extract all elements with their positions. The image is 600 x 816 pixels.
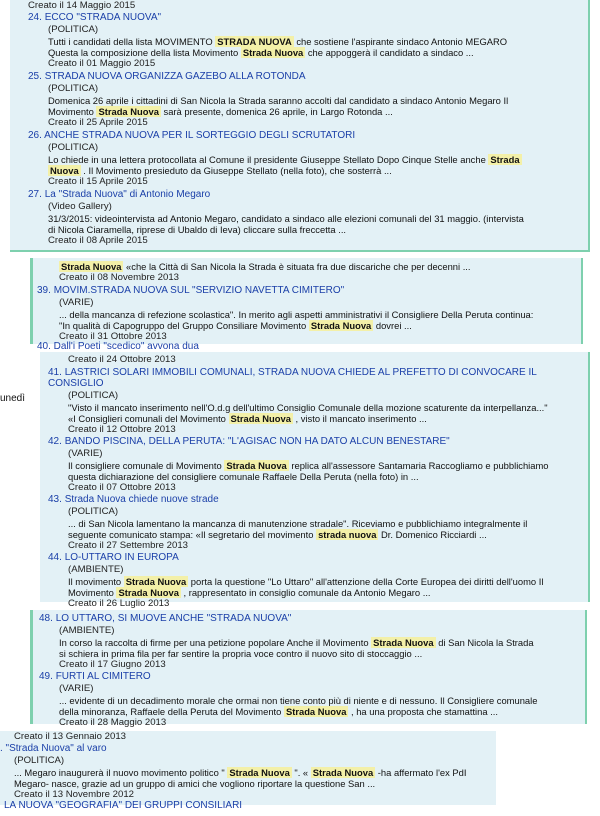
- article-excerpt: ... Megaro inaugurerà il nuovo movimento politico " Strada Nuova ". « Strada Nuova -ha affermato l'ex PdI: [14, 767, 467, 778]
- article-excerpt: di Nicola Ciaramella, riprese di Ubaldo di Ieva) cliccare sulla freccetta ...: [48, 224, 347, 235]
- article-title: BANDO PISCINA, DELLA PERUTA: "L'AGISAC NON HA DATO ALCUN BENESTARE": [64, 436, 450, 447]
- search-highlight: Strada Nuova: [312, 767, 374, 778]
- article-title: Strada Nuova chiede nuove strade: [64, 494, 219, 505]
- search-highlight: Strada Nuova: [230, 413, 291, 424]
- article-title-link[interactable]: CONSIGLIO: [48, 378, 104, 389]
- article-title-link[interactable]: [48, 494, 219, 505]
- article-excerpt: Movimento Strada Nuova sarà presente, domenica 26 aprile, in Largo Rotonda ...: [48, 106, 393, 117]
- article-title-link[interactable]: [28, 130, 355, 141]
- article-number: 44.: [48, 552, 62, 563]
- search-highlight: Strada Nuova: [242, 47, 304, 58]
- article-title: LO-UTTARO IN EUROPA: [64, 552, 179, 563]
- article-category: (VARIE): [59, 297, 94, 308]
- created-date: Creato il 28 Maggio 2013: [59, 717, 167, 728]
- created-date: Creato il 25 Aprile 2015: [48, 117, 148, 128]
- article-excerpt: Il consigliere comunale di Movimento Strada Nuova replica all'assessore Santamaria Raccogliamo e pubblichiamo: [68, 460, 549, 471]
- article-excerpt: ... evidente di un decadimento morale che ormai non tiene conto più di niente e di nessuno. Il Consigliere comunale: [59, 695, 538, 706]
- snippet-panel-3: [40, 352, 590, 609]
- article-category: (VARIE): [59, 683, 94, 694]
- article-title: MOVIM.STRADA NUOVA SUL "SERVIZIO NAVETTA CIMITERO": [53, 285, 345, 296]
- created-date: Creato il 27 Settembre 2013: [68, 540, 188, 551]
- article-excerpt: Tutti i candidati della lista MOVIMENTO STRADA NUOVA che sostiene l'aspirante sindaco Antonio MEGARO: [48, 36, 508, 47]
- article-excerpt: Strada Nuova «che la Città di San Nicola la Strada è situata fra due discariche che per decenni ...: [61, 261, 471, 272]
- search-highlight: Strada Nuova: [98, 106, 159, 117]
- article-number: 48.: [39, 613, 53, 624]
- search-highlight: Strada Nuova: [125, 576, 187, 587]
- created-date: Creato il 12 Ottobre 2013: [68, 424, 176, 435]
- article-title-link[interactable]: LA NUOVA "GEOGRAFIA" DEI GRUPPI CONSILIARI: [4, 800, 243, 811]
- article-title-link[interactable]: [39, 671, 151, 682]
- created-date: Creato il 14 Maggio 2015: [28, 0, 136, 11]
- created-date: Creato il 24 Ottobre 2013: [68, 354, 176, 365]
- snippet-panel-2: [30, 258, 583, 352]
- article-title-link[interactable]: [48, 367, 537, 378]
- article-number: 41.: [48, 367, 62, 378]
- article-excerpt: ... della mancanza di refezione scolastica". In merito agli aspetti amministrativi il Consigliere Della Peruta continua:: [59, 309, 534, 320]
- article-category: (POLITICA): [14, 755, 65, 766]
- article-category: (AMBIENTE): [68, 564, 124, 575]
- article-number: 43.: [48, 494, 62, 505]
- article-title-link[interactable]: [28, 189, 210, 200]
- article-excerpt: 31/3/2015: videointervista ad Antonio Megaro, candidato a sindaco alle elezioni comunali del 31 maggio. (intervista: [48, 213, 524, 224]
- created-date: Creato il 07 Ottobre 2013: [68, 482, 176, 493]
- calendar-weekday: unedì: [0, 393, 26, 404]
- created-date: Creato il 17 Giugno 2013: [59, 659, 166, 670]
- article-title: STRADA NUOVA ORGANIZZA GAZEBO ALLA ROTONDA: [44, 71, 306, 82]
- article-number: 25.: [28, 71, 42, 82]
- article-title-link[interactable]: [28, 71, 306, 82]
- article-category: (POLITICA): [48, 24, 99, 35]
- created-date: Creato il 26 Luglio 2013: [68, 598, 170, 609]
- search-highlight: Strada Nuova: [61, 261, 122, 272]
- article-number: 39.: [37, 285, 51, 296]
- article-excerpt: si schiera in prima fila per far sentire la propria voce contro il nuovo sito di stoccaggio ...: [59, 648, 423, 659]
- article-excerpt: Nuova . Il Movimento presieduto da Giuseppe Stellato (nella foto), che sosterrà ...: [50, 165, 392, 176]
- search-highlight: Strada Nuova: [310, 320, 372, 331]
- article-title-link[interactable]: [37, 285, 344, 296]
- article-category: (POLITICA): [48, 83, 99, 94]
- article-excerpt: Lo chiede in una lettera protocollata al Comune il presidente Giuseppe Stellato Dopo Cinque Stelle anche Strada: [48, 154, 520, 165]
- article-number: 26.: [28, 130, 42, 141]
- article-category: (POLITICA): [68, 506, 119, 517]
- article-excerpt: "Visto il mancato inserimento nell'O.d.g dell'ultimo Consiglio Comunale della mozione scaturente da interpellanza...": [68, 402, 548, 413]
- article-title-link[interactable]: [48, 552, 179, 563]
- snippet-panel-5: [0, 731, 496, 811]
- created-date: Creato il 13 Gennaio 2013: [14, 731, 127, 742]
- snippet-panel-4: [30, 610, 587, 728]
- article-excerpt: «I Consiglieri comunali del Movimento Strada Nuova , visto il mancato inserimento ...: [68, 413, 427, 424]
- created-date: Creato il 31 Ottobre 2013: [59, 331, 167, 342]
- article-category: (POLITICA): [68, 390, 119, 401]
- article-number: 49.: [39, 671, 53, 682]
- search-highlight: Strada Nuova: [229, 767, 290, 778]
- article-number: 24.: [28, 12, 42, 23]
- article-title: FURTI AL CIMITERO: [55, 671, 151, 682]
- article-excerpt: Megaro- nasce, grazie ad un gruppo di amici che vogliono riportare la questione San ...: [14, 778, 376, 789]
- article-title-link[interactable]: 40. Dall'i Poeti "scedico" avvona dua: [37, 341, 199, 352]
- article-excerpt: della minoranza, Raffaele della Peruta del Movimento Strada Nuova , ha una proposta che stamattina ...: [59, 706, 498, 717]
- article-title-link[interactable]: [48, 436, 450, 447]
- search-highlight: Strada: [490, 154, 520, 165]
- article-excerpt: Questa la composizione della lista Movimento Strada Nuova che appoggerà il candidato a sindaco ...: [48, 47, 474, 58]
- created-date: Creato il 08 Novembre 2013: [59, 272, 179, 283]
- article-excerpt: "In qualità di Capogruppo del Gruppo Consiliare Movimento Strada Nuova dovrei ...: [59, 320, 412, 331]
- search-highlight: Strada Nuova: [118, 587, 179, 598]
- article-excerpt: Il movimento Strada Nuova porta la questione "Lo Uttaro" all'attenzione della Corte Europea dei diritti dell'uomo Il: [68, 576, 544, 587]
- article-category: (AMBIENTE): [59, 625, 115, 636]
- article-excerpt: Movimento Strada Nuova , rappresentato in consiglio comunale da Antonio Megaro ...: [68, 587, 431, 598]
- article-category: (VARIE): [68, 448, 103, 459]
- article-excerpt: In corso la raccolta di firme per una petizione popolare Anche il Movimento Strada Nuova di San Nicola la Strada: [59, 637, 534, 648]
- created-date: Creato il 13 Novembre 2012: [14, 789, 134, 800]
- search-highlight: Strada Nuova: [226, 460, 287, 471]
- article-excerpt: questa dichiarazione del consigliere comunale Raffaele Della Peruta (nella foto) in ...: [68, 471, 419, 482]
- search-highlight: Nuova: [50, 165, 79, 176]
- search-highlight: Strada Nuova: [373, 637, 434, 648]
- article-title-link[interactable]: [28, 12, 161, 23]
- search-highlight: Strada Nuova: [285, 706, 347, 717]
- article-number: 27.: [28, 189, 42, 200]
- article-category: (POLITICA): [48, 142, 99, 153]
- article-title-link[interactable]: . "Strada Nuova" al varo: [0, 743, 107, 754]
- created-date: Creato il 15 Aprile 2015: [48, 176, 148, 187]
- article-category: (Video Gallery): [48, 201, 112, 212]
- article-excerpt: seguente comunicato stampa: «Il segretario del movimento strada nuova Dr. Domenico Ricciardi ...: [68, 529, 487, 540]
- article-excerpt: Domenica 26 aprile i cittadini di San Nicola la Strada saranno accolti dal candidato a sindaco Antonio Megaro Il: [48, 95, 509, 106]
- article-title-link[interactable]: [39, 613, 291, 624]
- created-date: Creato il 01 Maggio 2015: [48, 58, 156, 69]
- article-number: 42.: [48, 436, 62, 447]
- created-date: Creato il 08 Aprile 2015: [48, 235, 148, 246]
- article-title: LASTRICI SOLARI IMMOBILI COMUNALI, STRADA NUOVA CHIEDE AL PREFETTO DI CONVOCARE IL: [64, 367, 537, 378]
- article-title: ECCO "STRADA NUOVA": [44, 12, 162, 23]
- article-title: La "Strada Nuova" di Antonio Megaro: [44, 189, 211, 200]
- search-highlight: STRADA NUOVA: [217, 36, 292, 47]
- article-title: ANCHE STRADA NUOVA PER IL SORTEGGIO DEGLI SCRUTATORI: [44, 130, 356, 141]
- search-highlight: strada nuova: [318, 529, 377, 540]
- article-excerpt: ... di San Nicola lamentano la mancanza di manutenzione stradale". Riceviamo e pubblichiamo integralmente il: [68, 518, 528, 529]
- article-title: LO UTTARO, SI MUOVE ANCHE "STRADA NUOVA": [55, 613, 292, 624]
- snippet-panel-1: [10, 0, 590, 252]
